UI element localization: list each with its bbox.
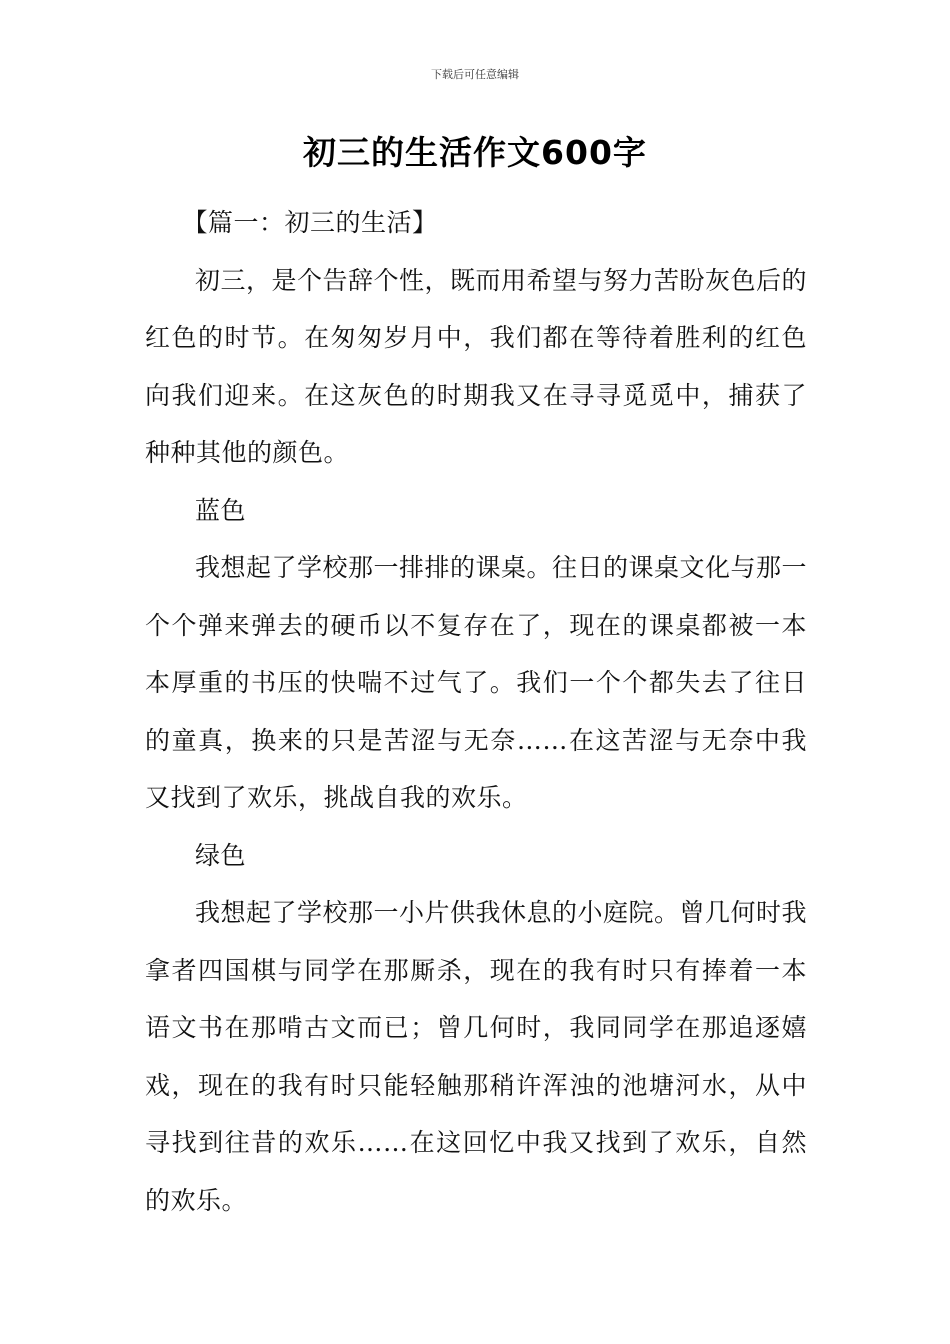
paragraph-blue: 我想起了学校那一排排的课桌。往日的课桌文化与那一个个弹来弹去的硬币以不复存在了，现在的课桌都被一本本厚重的书压的快喘不过气了。我们一个个都失去了往日的童真，换来的只是苦涩与无奈……在这苦涩与无奈中我又找到了欢乐，挑战自我的欢乐。 [145,553,808,812]
document-body [145,194,807,1229]
document-title: 初三的生活作文600字 [303,133,647,172]
paragraph-intro: 初三，是个告辞个性，既而用希望与努力苦盼灰色后的红色的时节。在匆匆岁月中，我们都在等待着胜利的红色向我们迎来。在这灰色的时期我又在寻寻觅觅中，捕获了种种其他的颜色。 [145,265,808,467]
paragraph-green: 我想起了学校那一小片供我休息的小庭院。曾几何时我拿者四国棋与同学在那厮杀，现在的我有时只有捧着一本语文书在那啃古文而已；曾几何时，我同同学在那追逐嬉戏，现在的我有时只能轻触那稍许浑浊的池塘河水，从中寻找到往昔的欢乐……在这回忆中我又找到了欢乐，自然的欢乐。 [145,898,808,1215]
section-heading: 【篇一：初三的生活】 [182,208,438,237]
subheading-green: 绿色 [195,840,247,870]
subheading-blue: 蓝色 [195,495,247,525]
header-note: 下载后可任意编辑 [431,68,519,81]
